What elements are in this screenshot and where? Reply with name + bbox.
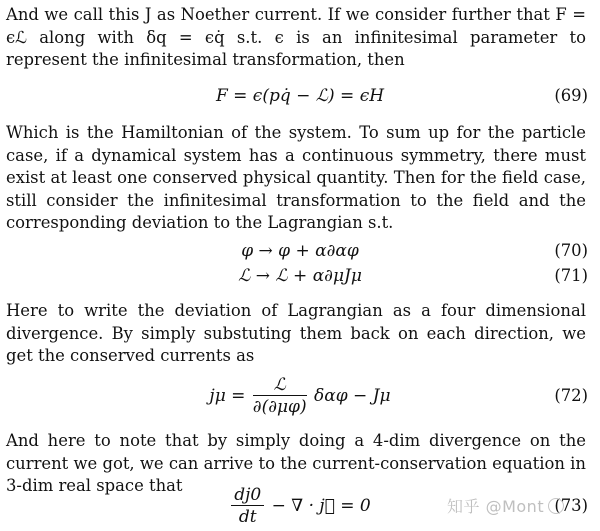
equation-72-rhs: δαφ − Jμ (314, 386, 391, 406)
watermark (447, 494, 564, 520)
equation-71 (0, 263, 600, 293)
paragraph-3: Here to write the deviation of Lagrangian as a four dimensional divergence. By simply substuting them back on each direction, we get the conserved currents as (6, 301, 586, 366)
zhihu-logo-icon (548, 498, 564, 514)
equation-70-number: (70) (554, 241, 588, 260)
paragraph-4: And here to note that by simply doing a 4-dim divergence on the current we got, we can arrive to the current-conservation equation in 3-dim real space that (6, 431, 586, 496)
equation-72-fraction (253, 375, 307, 418)
equation-69-number: (69) (554, 86, 588, 105)
equation-72-body (0, 368, 600, 424)
equation-70-body: φ → φ + α∂αφ (241, 241, 359, 261)
equation-73-numerator: dj0 (231, 485, 264, 506)
equation-72-denominator: ∂(∂μφ) (252, 397, 307, 417)
equation-69-body: F = ϵ(pq̇ − ℒ) = ϵH (215, 86, 385, 106)
equation-72-lhs: jμ = (209, 386, 246, 406)
paragraph-1: And we call this J as Noether current. If we consider further that F = ϵℒ along with δq = ϵq̇ s.t. ϵ is an infinitesimal parameter to represent the infinitesimal transformation, then (6, 5, 586, 70)
equation-71-body: ℒ → ℒ + α∂μJμ (238, 266, 362, 286)
equation-73-fraction (231, 485, 264, 528)
watermark-text: 知乎 @Mont (447, 497, 545, 516)
equation-69 (0, 83, 600, 113)
paragraph-2: Which is the Hamiltonian of the system. To sum up for the particle case, if a dynamical system has a continuous symmetry, there must exist at least one conserved physical quantity. Then for the field case, still consider the infinitesimal transformation to the field and the corresponding deviation to the Lagrangian s.t. (6, 123, 586, 233)
equation-72-numerator: ℒ (253, 375, 307, 396)
equation-72 (0, 368, 600, 424)
equation-71-number: (71) (554, 266, 588, 285)
equation-72-number: (72) (554, 386, 588, 405)
equation-73-rhs: − ∇ · j⃗ = 0 (271, 496, 371, 516)
equation-73-denominator: dt (238, 507, 257, 527)
equation-73-number: (73) (554, 496, 588, 515)
